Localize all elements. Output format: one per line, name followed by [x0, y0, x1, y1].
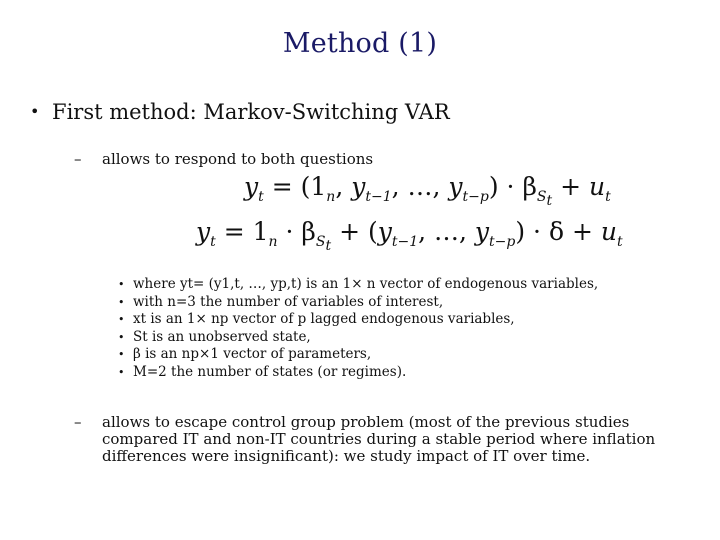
sub-bullet-text: allows to respond to both questions: [102, 150, 374, 168]
slide-title: Method (1): [282, 28, 438, 59]
bullet-marker: •: [30, 102, 40, 121]
sub-bullet-marker: –: [74, 413, 82, 431]
sub-bullet-control-group: [74, 413, 656, 465]
equation-1: $y_t = (1_n$, $y_{t-1}$, …, $y_{t-p}) \cdot \beta_{S_t} + u_t$: [244, 172, 611, 209]
sub-bullet-marker: –: [74, 150, 82, 168]
sub-bullet-text: allows to escape control group problem (most of the previous studies compared IT and non-IT countries during a stable period where inflation differences were insignificant): we study impact of IT over time.: [102, 413, 656, 465]
bullet-first-method: [30, 100, 450, 124]
bullet-text: First method: Markov-Switching VAR: [52, 100, 450, 124]
sub-bullet-questions: [74, 150, 374, 168]
equation-2: $y_t = 1_n \cdot \beta_{S_t} + (y_{t-1}$, …, $y_{t-p}) \cdot \delta + u_t$: [196, 217, 623, 254]
